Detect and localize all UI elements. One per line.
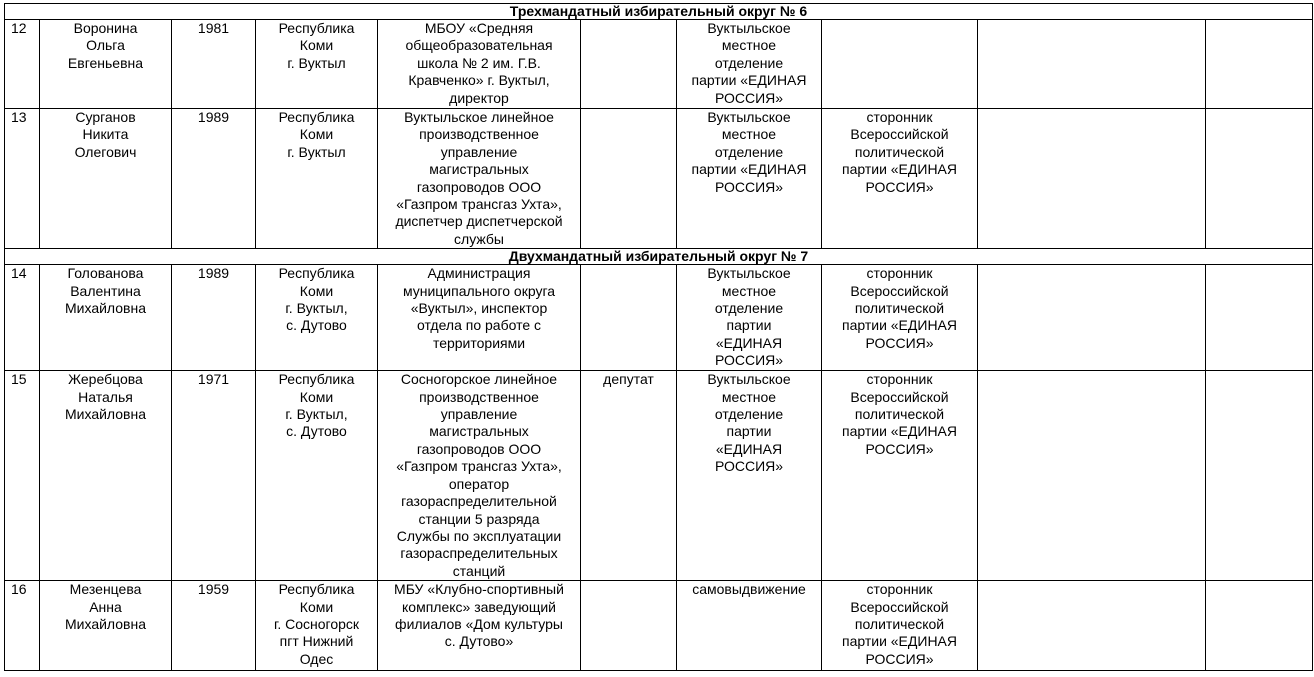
cell-line: отделение — [714, 300, 784, 317]
cell-line: Республика — [278, 265, 355, 282]
cell-line: г. Вуктыл, — [285, 300, 348, 317]
cell-workplace — [378, 371, 581, 581]
cell-line: «Газпром трансгаз Ухта», — [396, 458, 562, 475]
cell-line: г. Сосногорск — [273, 615, 360, 632]
cell-name — [40, 109, 172, 249]
cell-line: Всероссийской — [850, 388, 949, 405]
cell-line: депутат — [603, 371, 654, 388]
cell-line: местное — [721, 126, 777, 143]
cell-line: сторонник — [866, 581, 933, 598]
cell-line: политической — [854, 615, 945, 632]
cell-line: газопроводов ООО — [416, 178, 542, 195]
cell-workplace — [378, 20, 581, 109]
cell-status — [581, 581, 677, 671]
cell-nominated-by — [677, 109, 822, 249]
cell-line: Воронина — [73, 20, 138, 36]
cell-line: Кравченко» г. Вуктыл, — [408, 72, 550, 89]
cell-line: Республика — [278, 20, 355, 36]
cell-number: 13 — [5, 109, 40, 249]
district-header-row — [5, 4, 1313, 20]
cell-address — [256, 265, 378, 371]
cell-line: партии «ЕДИНАЯ — [691, 161, 807, 178]
cell-workplace — [378, 581, 581, 671]
cell-line: партии «ЕДИНАЯ — [841, 633, 957, 650]
cell-line: Никита — [82, 126, 129, 143]
cell-line: «Вуктыл», инспектор — [410, 300, 548, 317]
cell-birth-year: 1989 — [172, 109, 256, 249]
district-header-row — [5, 249, 1313, 265]
cell-line: Олегович — [74, 143, 137, 160]
cell-line: политической — [854, 406, 945, 423]
cell-party — [822, 581, 978, 671]
table-row — [5, 581, 1313, 671]
cell-line: комплекс» заведующий — [402, 598, 556, 615]
cell-line: управление — [440, 406, 518, 423]
cell-line: службы — [454, 230, 504, 247]
table-row — [5, 371, 1313, 581]
cell-line: отдела по работе с — [416, 317, 542, 334]
cell-line: «ЕДИНАЯ — [715, 440, 783, 457]
cell-line: Михайловна — [65, 615, 146, 632]
table-body — [5, 4, 1313, 671]
cell-line: Голованова — [67, 265, 144, 282]
cell-line: управление — [440, 143, 518, 160]
cell-line: партии «ЕДИНАЯ — [691, 72, 807, 89]
cell-line: филиалов «Дом культуры — [395, 615, 563, 632]
cell-line: Коми — [299, 37, 334, 54]
cell-empty — [1206, 20, 1313, 109]
cell-line: Коми — [299, 126, 334, 143]
cell-address — [256, 20, 378, 109]
cell-line: г. Вуктыл, — [285, 406, 348, 423]
cell-name — [40, 20, 172, 109]
cell-workplace — [378, 265, 581, 371]
cell-line: г. Вуктыл — [287, 143, 346, 160]
cell-line: Наталья — [78, 388, 133, 405]
cell-line: Администрация — [427, 265, 531, 282]
cell-line: пгт Нижний — [279, 633, 354, 650]
cell-line: РОССИЯ» — [714, 458, 784, 475]
cell-birth-year: 1989 — [172, 265, 256, 371]
cell-name — [40, 581, 172, 671]
cell-party — [822, 371, 978, 581]
cell-line: самовыдвижение — [692, 581, 806, 598]
cell-line: Вуктыльское — [707, 20, 791, 36]
cell-line: школа № 2 им. Г.В. — [417, 54, 541, 71]
cell-line: магистральных — [429, 161, 529, 178]
cell-number: 15 — [5, 371, 40, 581]
cell-line: партии «ЕДИНАЯ — [841, 423, 957, 440]
candidates-table — [4, 3, 1313, 671]
cell-line: Евгеньевна — [67, 54, 144, 71]
cell-line: Коми — [299, 388, 334, 405]
cell-line: г. Вуктыл — [287, 54, 346, 71]
cell-name — [40, 371, 172, 581]
cell-line: производственное — [419, 126, 539, 143]
cell-line: сторонник — [866, 109, 933, 125]
cell-birth-year: 1959 — [172, 581, 256, 671]
cell-line: Жеребцова — [68, 371, 143, 388]
cell-line: с. Дутово — [286, 423, 347, 440]
cell-status — [581, 371, 677, 581]
cell-line: политической — [854, 143, 945, 160]
cell-line: «Газпром трансгаз Ухта», — [396, 196, 562, 213]
cell-line: РОССИЯ» — [865, 650, 934, 667]
cell-address — [256, 581, 378, 671]
cell-empty — [978, 265, 1206, 371]
cell-line: МБУ «Клубно-спортивный — [394, 581, 564, 598]
cell-line: Сурганов — [75, 109, 136, 125]
cell-line: партии «ЕДИНАЯ — [841, 317, 957, 334]
cell-empty — [1206, 109, 1313, 249]
cell-empty — [978, 109, 1206, 249]
cell-empty — [978, 371, 1206, 581]
cell-empty — [1206, 265, 1313, 371]
cell-line: сторонник — [866, 371, 933, 388]
cell-line: РОССИЯ» — [865, 440, 934, 457]
cell-address — [256, 371, 378, 581]
cell-party — [822, 109, 978, 249]
cell-line: газораспределительных — [400, 545, 558, 562]
cell-nominated-by — [677, 265, 822, 371]
cell-line: политической — [854, 300, 945, 317]
cell-line: Мезенцева — [69, 581, 142, 598]
cell-line: станций — [452, 562, 506, 579]
cell-line: оператор — [448, 475, 510, 492]
cell-line: РОССИЯ» — [714, 352, 784, 369]
cell-number: 12 — [5, 20, 40, 109]
cell-party — [822, 265, 978, 371]
cell-empty — [1206, 581, 1313, 671]
cell-line: Всероссийской — [850, 282, 949, 299]
cell-line: муниципального округа — [402, 282, 556, 299]
cell-line: общеобразовательная — [405, 37, 553, 54]
cell-line: Республика — [278, 581, 355, 598]
cell-line: Республика — [278, 109, 355, 125]
cell-nominated-by — [677, 371, 822, 581]
cell-line: РОССИЯ» — [714, 178, 784, 195]
table-row — [5, 265, 1313, 371]
cell-line: партии — [726, 423, 772, 440]
district-heading: Двухмандатный избирательный округ № 7 — [5, 249, 1313, 265]
cell-line: партии «ЕДИНАЯ — [841, 161, 957, 178]
cell-line: станции 5 разряда — [418, 510, 540, 527]
cell-line: «ЕДИНАЯ — [715, 334, 783, 351]
cell-number: 14 — [5, 265, 40, 371]
cell-line: РОССИЯ» — [714, 89, 784, 106]
cell-line: Сосногорское линейное — [400, 371, 558, 388]
cell-status — [581, 109, 677, 249]
cell-line: Вуктыльское линейное — [404, 109, 554, 125]
cell-line: РОССИЯ» — [865, 178, 934, 195]
cell-line: РОССИЯ» — [865, 334, 934, 351]
cell-line: отделение — [714, 406, 784, 423]
cell-line: Михайловна — [65, 300, 146, 317]
cell-line: местное — [721, 282, 777, 299]
cell-line: Коми — [299, 282, 334, 299]
cell-empty — [1206, 371, 1313, 581]
cell-line: директор — [449, 89, 509, 106]
cell-line: с. Дутово — [286, 317, 347, 334]
cell-nominated-by — [677, 581, 822, 671]
cell-line: Республика — [278, 371, 355, 388]
cell-line: территориями — [432, 334, 526, 351]
cell-line: производственное — [419, 388, 539, 405]
cell-line: газопроводов ООО — [416, 440, 542, 457]
cell-line: сторонник — [866, 265, 933, 282]
cell-line: Ольга — [86, 37, 125, 54]
cell-line: Валентина — [70, 282, 141, 299]
cell-party — [822, 20, 978, 109]
cell-address — [256, 109, 378, 249]
cell-line: Михайловна — [65, 406, 146, 423]
cell-nominated-by — [677, 20, 822, 109]
cell-line: Коми — [299, 598, 334, 615]
cell-line: Анна — [89, 598, 122, 615]
cell-line: Одес — [299, 650, 334, 667]
district-heading: Трехмандатный избирательный округ № 6 — [5, 4, 1313, 20]
cell-line: магистральных — [429, 423, 529, 440]
cell-line: МБОУ «Средняя — [424, 20, 534, 36]
cell-empty — [978, 581, 1206, 671]
cell-line: местное — [721, 388, 777, 405]
cell-line: Вуктыльское — [707, 371, 791, 388]
cell-name — [40, 265, 172, 371]
cell-line: газораспределительной — [401, 493, 557, 510]
table-row — [5, 109, 1313, 249]
cell-line: диспетчер диспетчерской — [395, 213, 563, 230]
cell-line: Службы по эксплуатации — [396, 527, 562, 544]
cell-status — [581, 265, 677, 371]
cell-number: 16 — [5, 581, 40, 671]
cell-line: местное — [721, 37, 777, 54]
cell-line: Вуктыльское — [707, 265, 791, 282]
table-row — [5, 20, 1313, 109]
cell-workplace — [378, 109, 581, 249]
cell-status — [581, 20, 677, 109]
cell-line: Вуктыльское — [707, 109, 791, 125]
cell-empty — [978, 20, 1206, 109]
cell-birth-year: 1981 — [172, 20, 256, 109]
cell-line: отделение — [714, 54, 784, 71]
cell-line: партии — [726, 317, 772, 334]
cell-line: с. Дутово» — [444, 633, 514, 650]
cell-line: Всероссийской — [850, 598, 949, 615]
cell-birth-year: 1971 — [172, 371, 256, 581]
cell-line: Всероссийской — [850, 126, 949, 143]
cell-line: отделение — [714, 143, 784, 160]
